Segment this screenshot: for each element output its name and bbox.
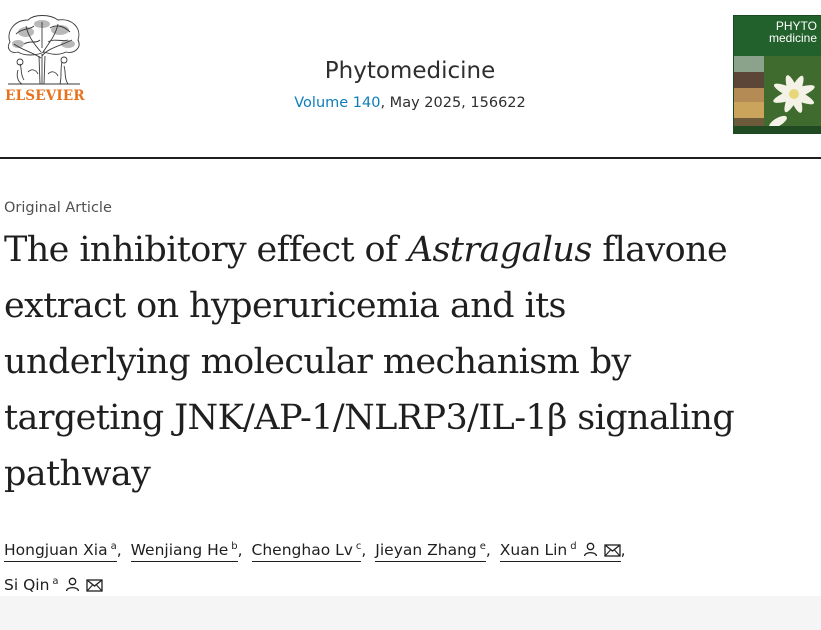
page-bottom-band <box>0 596 821 630</box>
affiliation-marker: a <box>110 541 117 552</box>
article-title <box>4 222 821 502</box>
author-name: Hongjuan Xia <box>4 541 108 559</box>
journal-header <box>0 0 821 160</box>
title-line: extract on hyperuricemia and its <box>4 286 566 326</box>
title-line: targeting JNK/AP-1/NLRP3/IL-1β signaling <box>4 398 735 438</box>
author-link[interactable] <box>131 541 238 562</box>
cover-subtitle-decoration <box>737 46 818 54</box>
affiliation-marker: a <box>52 576 59 587</box>
author-separator: , <box>116 541 122 559</box>
author-name: Xuan Lin <box>499 541 568 559</box>
elsevier-tree-icon <box>4 14 84 86</box>
author-name: Si Qin <box>4 576 50 594</box>
elsevier-logo[interactable] <box>4 14 84 106</box>
author-separator: , <box>620 541 626 559</box>
person-icon <box>583 542 598 557</box>
journal-cover-thumbnail[interactable] <box>733 15 821 134</box>
envelope-icon <box>86 579 103 592</box>
title-genus-italic: Astragalus <box>407 230 592 270</box>
title-text: The inhibitory effect of <box>4 230 408 270</box>
author-list <box>4 531 819 601</box>
title-line: pathway <box>4 454 151 494</box>
author-name: Chenghao Lv <box>251 541 353 559</box>
author-name: Jieyan Zhang <box>375 541 477 559</box>
affiliation-marker: b <box>231 541 238 552</box>
affiliation-marker: d <box>570 541 577 552</box>
elsevier-wordmark: ELSEVIER <box>5 88 85 104</box>
author-separator: , <box>361 541 367 559</box>
issue-info <box>240 95 580 111</box>
author-link[interactable] <box>252 541 362 562</box>
cover-title-line1: PHYTO <box>775 19 817 33</box>
author-link-corresponding[interactable] <box>4 576 103 597</box>
cover-flower-image <box>734 56 821 133</box>
envelope-icon <box>604 544 621 557</box>
author-name: Wenjiang He <box>130 541 229 559</box>
author-separator: , <box>485 541 491 559</box>
header-divider <box>0 157 821 159</box>
affiliation-marker: e <box>479 541 486 552</box>
title-text: flavone <box>591 230 728 270</box>
journal-title-link[interactable]: Phytomedicine <box>324 58 496 84</box>
affiliation-marker: c <box>355 541 362 552</box>
cover-title <box>769 20 817 44</box>
author-link[interactable] <box>4 541 117 562</box>
article-type-label: Original Article <box>4 200 112 216</box>
volume-link[interactable]: Volume 140 <box>294 95 381 111</box>
author-separator: , <box>237 541 243 559</box>
author-link[interactable] <box>375 541 486 562</box>
cover-title-line2: medicine <box>768 31 817 45</box>
person-icon <box>65 577 80 592</box>
title-line: underlying molecular mechanism by <box>4 342 631 382</box>
author-link-corresponding[interactable] <box>500 541 621 562</box>
journal-info <box>240 58 580 111</box>
issue-date-article-number: , May 2025, 156622 <box>380 95 526 111</box>
